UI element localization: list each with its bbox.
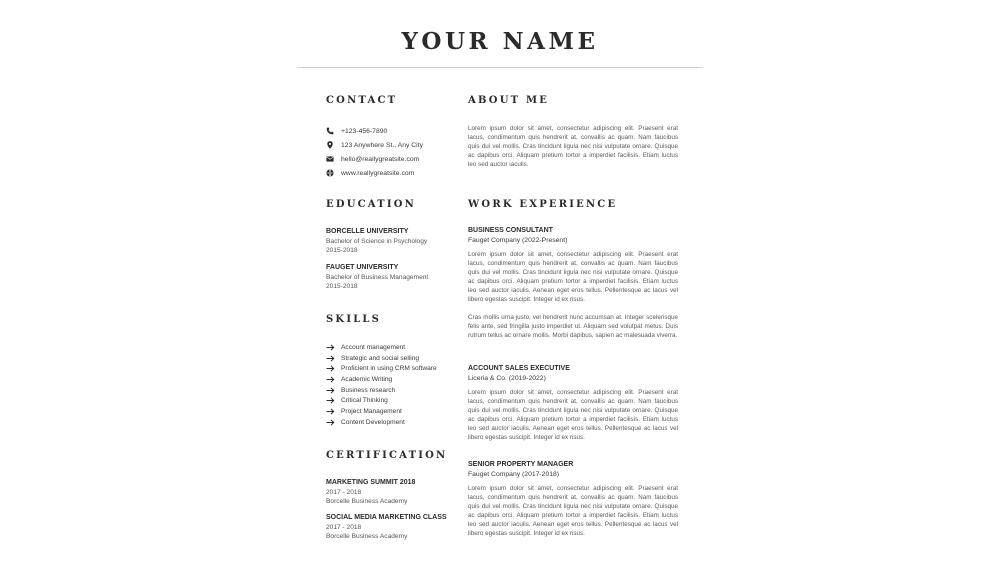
arrow-right-icon xyxy=(326,344,335,351)
resume-name: YOUR NAME xyxy=(401,28,599,55)
job-title: ACCOUNT SALES EXECUTIVE xyxy=(468,365,570,372)
arrow-right-icon xyxy=(326,376,335,383)
contact-email xyxy=(326,152,466,166)
job-company: Fauget Company (2022-Present) xyxy=(468,237,568,244)
contact-website-text[interactable]: www.reallygreatsite.com xyxy=(341,169,415,177)
skill-label: Content Development xyxy=(341,418,405,426)
certification-years: 2017 - 2018 xyxy=(326,523,362,531)
education-years: 2015-2018 xyxy=(326,283,358,290)
skill-label: Critical Thinking xyxy=(341,397,388,405)
education-degree: Bachelor of Science in Psychology xyxy=(326,237,428,245)
arrow-right-icon xyxy=(326,355,335,362)
contact-heading: CONTACT xyxy=(326,95,398,106)
education-school: FAUGET UNIVERSITY xyxy=(326,264,399,271)
job-entry xyxy=(468,364,678,442)
certification-title: SOCIAL MEDIA MARKETING CLASS xyxy=(326,514,447,521)
arrow-right-icon xyxy=(326,397,335,404)
skill-item xyxy=(326,363,466,374)
skill-item xyxy=(326,406,466,417)
skill-item xyxy=(326,374,466,385)
contact-email-text[interactable]: hello@reallygreatsite.com xyxy=(341,155,420,163)
education-heading: EDUCATION xyxy=(326,199,416,210)
job-entry xyxy=(468,226,678,304)
skill-item xyxy=(326,385,466,396)
contact-list xyxy=(326,124,466,180)
skill-label: Strategic and social selling xyxy=(341,354,420,362)
skill-item xyxy=(326,342,466,353)
education-item xyxy=(326,263,461,292)
skill-label: Academic Writing xyxy=(341,375,393,383)
envelope-icon xyxy=(326,155,334,163)
education-item xyxy=(326,227,461,256)
contact-website xyxy=(326,166,466,180)
certification-org: Borcelle Business Academy xyxy=(326,498,408,505)
location-pin-icon xyxy=(326,141,334,149)
contact-address-text: 123 Anywhere St., Any City xyxy=(341,141,423,149)
job-description: Lorem ipsum dolor sit amet, consectetur adipiscing elit. Praesent erat lacus, condimentum quis hendrerit at, convallis ac quam. Nam faucibus quis dui vel mollis. Cras tincidunt ligula nec nisi vulputate ornare. Quisque ac dapibus orci. Aliquam pretium tortor a imperdiet facilisis. Etiam luctus leo sed auctor iaculis. Aenean eget eros tellus. Pellentesque ac lacus vel libero egestas suscipit. Integer id ex risus. xyxy=(468,389,678,442)
skill-item xyxy=(326,353,466,364)
skill-item xyxy=(326,417,466,428)
job-company: Liceria & Co. (2019-2022) xyxy=(468,375,546,382)
arrow-right-icon xyxy=(326,387,335,394)
header-divider xyxy=(297,67,703,68)
globe-icon xyxy=(326,169,334,177)
skill-label: Business research xyxy=(341,386,396,394)
job-description: Cras mollis urna justo, vel hendrerit nunc accumsan at. Integer scelerisque felis ante, sed fringilla justo imperdiet ut. Aliquam sed volutpat metus. Duis rutrum tellus ac ornare mollis. Morbi dapibus, sapien ac malesuada viverra. xyxy=(468,314,678,340)
about-text: Lorem ipsum dolor sit amet, consectetur adipiscing elit. Praesent erat lacus, condimentum quis hendrerit at, convallis ac quam. Nam faucibus quis dui vel mollis. Cras tincidunt ligula nec nisi vulputate ornare. Quisque ac dapibus orci. Aliquam pretium tortor a imperdiet facilisis. Etiam luctus leo sed auctor iaculis. xyxy=(468,125,678,169)
contact-address xyxy=(326,138,466,152)
certification-title: MARKETING SUMMIT 2018 xyxy=(326,479,416,486)
phone-icon xyxy=(326,127,334,135)
certification-heading: CERTIFICATION xyxy=(326,450,448,461)
about-heading: ABOUT ME xyxy=(468,95,550,106)
certification-item xyxy=(326,478,461,507)
skill-label: Project Management xyxy=(341,407,402,415)
skill-item xyxy=(326,395,466,406)
arrow-right-icon xyxy=(326,419,335,426)
job-company: Fauget Company (2017-2018) xyxy=(468,471,560,478)
skills-heading: SKILLS xyxy=(326,314,382,325)
job-description: Lorem ipsum dolor sit amet, consectetur adipiscing elit. Praesent erat lacus, condimentum quis hendrerit at, convallis ac quam. Nam faucibus quis dui vel mollis. Cras tincidunt ligula nec nisi vulputate ornare. Quisque ac dapibus orci. Aliquam pretium tortor a imperdiet facilisis. Etiam luctus leo sed auctor iaculis. Aenean eget eros tellus. Pellentesque ac lacus vel libero egestas suscipit. Integer id ex risus. xyxy=(468,251,678,304)
work-experience-heading: WORK EXPERIENCE xyxy=(468,199,618,210)
job-entry xyxy=(468,460,678,538)
certification-years: 2017 - 2018 xyxy=(326,488,362,496)
arrow-right-icon xyxy=(326,408,335,415)
job-title: BUSINESS CONSULTANT xyxy=(468,227,553,234)
arrow-right-icon xyxy=(326,365,335,372)
skills-list xyxy=(326,342,466,428)
education-years: 2015-2018 xyxy=(326,247,358,254)
contact-phone xyxy=(326,124,466,138)
job-title: SENIOR PROPERTY MANAGER xyxy=(468,461,574,468)
contact-phone-text: +123-456-7890 xyxy=(341,127,388,135)
education-degree: Bachelor of Business Management xyxy=(326,273,429,281)
education-school: BORCELLE UNIVERSITY xyxy=(326,228,409,235)
job-description: Lorem ipsum dolor sit amet, consectetur adipiscing elit. Praesent erat lacus, condimentum quis hendrerit at, convallis ac quam. Nam faucibus quis dui vel mollis. Cras tincidunt ligula nec nisi vulputate ornare. Quisque ac dapibus orci. Aliquam pretium tortor a imperdiet facilisis. Etiam luctus leo sed auctor iaculis. Aenean eget eros tellus. Pellentesque ac lacus vel libero egestas suscipit. Integer id ex risus. xyxy=(468,485,678,538)
skill-label: Account management xyxy=(341,343,406,351)
certification-item xyxy=(326,513,466,542)
certification-org: Borcelle Business Academy xyxy=(326,533,408,540)
skill-label: Proficient in using CRM software xyxy=(341,365,437,373)
